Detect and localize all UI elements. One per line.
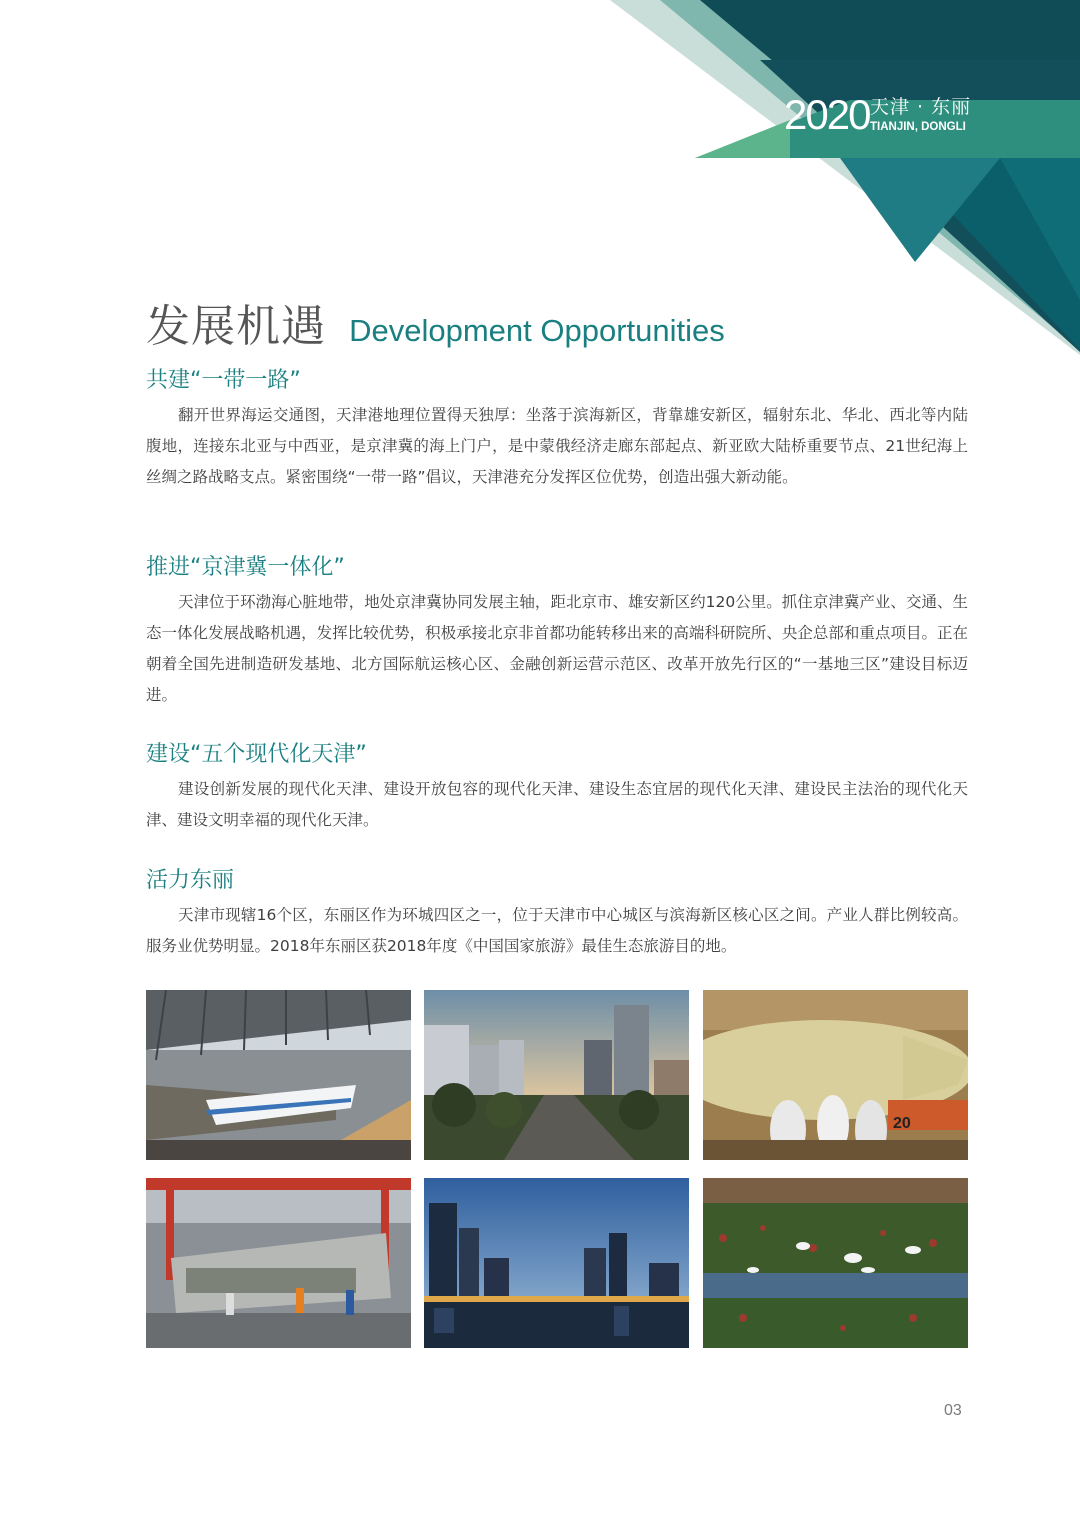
- aircraft-badge: 20: [893, 1115, 911, 1132]
- section-jingjinji: [146, 553, 968, 711]
- section-body: 建设创新发展的现代化天津、建设开放包容的现代化天津、建设生态宜居的现代化天津、建设民主法治的现代化天津、建设文明幸福的现代化天津。: [146, 780, 968, 829]
- section-five-modern: [146, 740, 968, 836]
- brand-year: 2020: [784, 91, 870, 138]
- section-heading: 推进“京津冀一体化”: [146, 555, 345, 580]
- brand-city-en: TIANJIN, DONGLI: [870, 121, 966, 133]
- photo-aircraft-assembly: [703, 990, 968, 1160]
- photo-city-boulevard: [424, 990, 689, 1160]
- page-title-cn: 发展机遇: [146, 301, 326, 352]
- section-body: 翻开世界海运交通图，天津港地理位置得天独厚：坐落于滨海新区，背靠雄安新区，辐射东北、华北、西北等内陆腹地，连接东北亚与中西亚，是京津冀的海上门户，是中蒙俄经济走廊东部起点、新亚欧大陆桥重要节点、21世纪海上丝绸之路战略支点。紧密围绕“一带一路”倡议，天津港充分发挥区位优势，创造出强大新动能。: [146, 406, 968, 486]
- brand-city-cn: 天津 · 东丽: [870, 96, 972, 118]
- section-heading: 活力东丽: [146, 868, 235, 893]
- section-body: 天津位于环渤海心脏地带，地处京津冀协同发展主轴，距北京市、雄安新区约120公里。抓住京津冀产业、交通、生态一体化发展战略机遇，发挥比较优势，积极承接北京非首都功能转移出来的高端科研院所、央企总部和重点项目。正在朝着全国先进制造研发基地、北方国际航运核心区、金融创新运营示范区、改革开放先行区的“一基地三区”建设目标迈进。: [146, 593, 968, 704]
- section-heading: 共建“一带一路”: [146, 368, 301, 393]
- photo-high-speed-train: [146, 990, 411, 1160]
- photo-night-skyline: [424, 1178, 689, 1348]
- page-number: 03: [944, 1402, 962, 1419]
- photo-grid: [146, 990, 968, 1350]
- page-title-en: Development Opportunities: [349, 313, 725, 348]
- section-body: 天津市现辖16个区，东丽区作为环城四区之一，位于天津市中心城区与滨海新区核心区之间。产业人群比例较高。服务业优势明显。2018年东丽区获2018年度《中国国家旅游》最佳生态旅游目的地。: [146, 906, 968, 955]
- section-belt-road: [146, 366, 968, 493]
- section-heading: 建设“五个现代化天津”: [146, 742, 367, 767]
- photo-port-cargo: [146, 1178, 411, 1348]
- brand-logo: [784, 92, 974, 142]
- page-title: [146, 290, 725, 354]
- photo-wetland-egrets: [703, 1178, 968, 1348]
- section-vital-dongli: [146, 866, 968, 962]
